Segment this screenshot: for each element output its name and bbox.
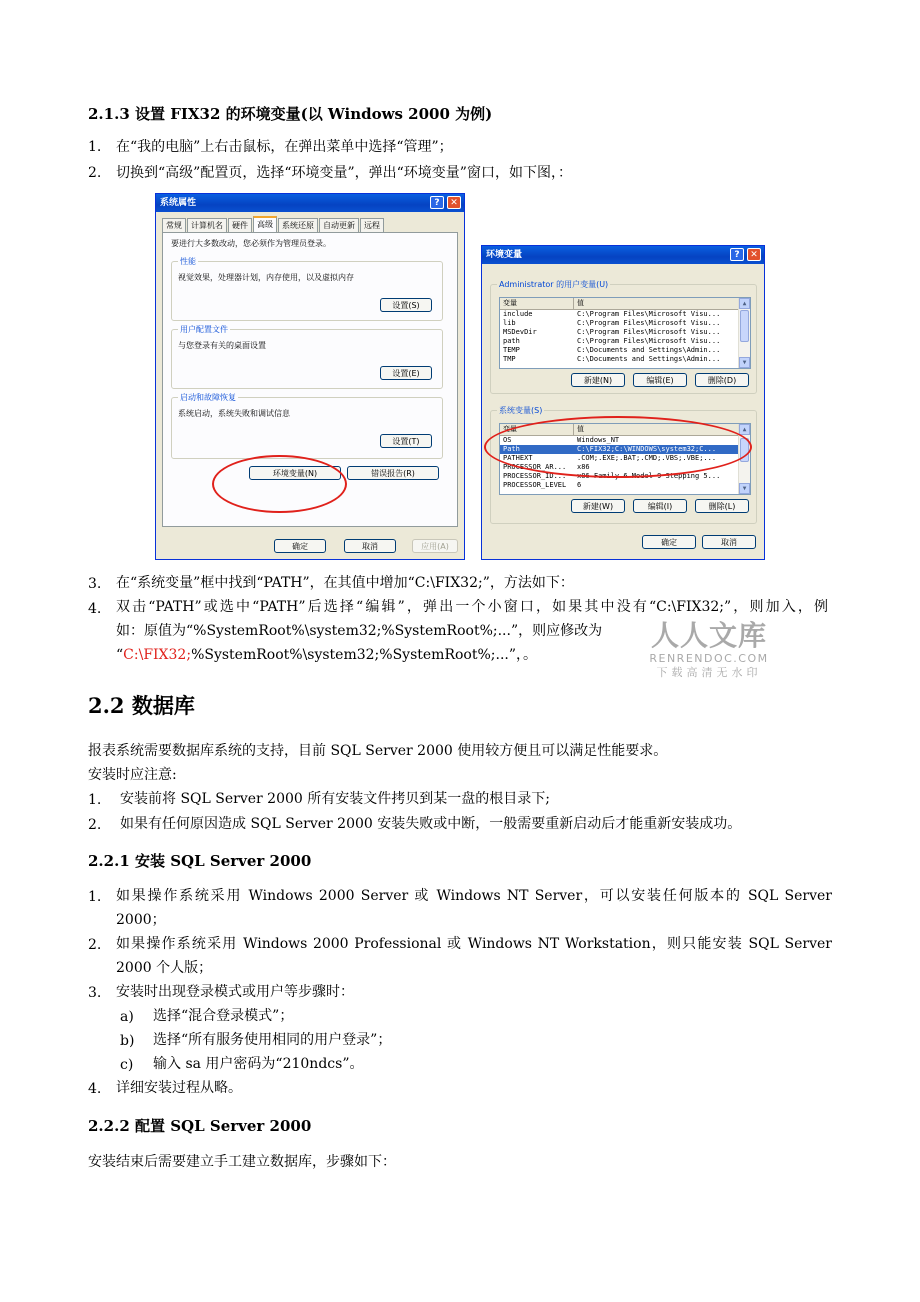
list-item: 在“系统变量”框中找到“PATH”，在其值中增加“C:\FIX32;”，方法如下：: [116, 575, 574, 591]
highlight-ellipse: [212, 455, 347, 513]
group-label: Administrator 的用户变量(U): [499, 280, 609, 289]
group-label: 系统变量(S): [499, 406, 543, 415]
user-edit-button[interactable]: 编辑(E): [633, 373, 687, 387]
column-variable[interactable]: 变量: [500, 298, 574, 309]
startup-recovery-settings-button[interactable]: 设置(T): [380, 434, 432, 448]
list-item[interactable]: OS Windows_NT: [503, 436, 620, 444]
section-heading-2-1-3: 2.1.3 设置 FIX32 的环境变量(以 Windows 2000 为例): [88, 105, 493, 123]
group-label: 用户配置文件: [180, 325, 228, 334]
cancel-button[interactable]: 取消: [344, 539, 396, 553]
column-value[interactable]: 值: [574, 298, 739, 309]
highlight-ellipse: [484, 416, 752, 478]
ok-button[interactable]: 确定: [274, 539, 326, 553]
environment-variables-dialog: [481, 245, 765, 560]
list-number: 1.: [88, 889, 102, 905]
list-item: 在“我的电脑”上右击鼠标，在弹出菜单中选择“管理”；: [116, 139, 453, 155]
paragraph: 安装时应注意:: [88, 767, 177, 783]
list-item: 如果操作系统采用 Windows 2000 Server 或 Windows NT Server，可以安装任何版本的 SQL Server: [116, 888, 832, 904]
list-number: 3.: [88, 576, 102, 592]
user-new-button[interactable]: 新建(N): [571, 373, 625, 387]
list-item-continued: “C:\FIX32;%SystemRoot%\system32;%SystemRoot%;...”，。: [116, 647, 538, 663]
list-number: 1.: [88, 792, 102, 808]
user-delete-button[interactable]: 删除(D): [695, 373, 749, 387]
list-number: 2.: [88, 937, 102, 953]
list-item[interactable]: PROCESSOR_AR... x86: [503, 463, 590, 471]
environment-variables-button[interactable]: 环境变量(N): [249, 466, 341, 480]
tab-system-restore[interactable]: 系统还原: [278, 218, 318, 232]
watermark-title: 人人文库: [650, 619, 767, 652]
user-variables-group: [490, 280, 757, 394]
list-item-continued: 2000 个人版；: [116, 960, 213, 976]
sub-list-number: c): [120, 1057, 134, 1073]
startup-recovery-group: [171, 393, 443, 459]
watermark-logo: [646, 620, 772, 680]
sub-list-item: 选择“所有服务使用相同的用户登录”；: [153, 1032, 392, 1048]
list-item[interactable]: path C:\Program Files\Microsoft Visu...: [503, 337, 721, 345]
close-icon[interactable]: ✕: [447, 196, 461, 209]
ok-button[interactable]: 确定: [642, 535, 696, 549]
sub-list-item: 输入 sa 用户密码为“210ndcs”。: [153, 1056, 364, 1072]
paragraph: 报表系统需要数据库系统的支持，目前 SQL Server 2000 使用较方便且可以满足性能要求。: [88, 743, 668, 759]
help-icon[interactable]: ?: [730, 248, 744, 261]
scroll-up-icon[interactable]: ▲: [739, 424, 750, 435]
list-item[interactable]: lib C:\Program Files\Microsoft Visu...: [503, 319, 721, 327]
scroll-down-icon[interactable]: ▼: [739, 357, 750, 368]
list-number: 3.: [88, 985, 102, 1001]
cancel-button[interactable]: 取消: [702, 535, 756, 549]
section-heading-2-2-2: 2.2.2 配置 SQL Server 2000: [88, 1117, 312, 1135]
group-label: 启动和故障恢复: [180, 393, 236, 402]
list-item-continued: 2000；: [116, 912, 166, 928]
dialog-title: 环境变量 ? ✕: [482, 246, 764, 264]
scroll-thumb[interactable]: [740, 310, 749, 342]
close-icon[interactable]: ✕: [747, 248, 761, 261]
list-item[interactable]: TMP C:\Documents and Settings\Admin...: [503, 355, 721, 363]
column-value[interactable]: 值: [574, 424, 739, 435]
highlighted-path: C:\FIX32;: [123, 647, 192, 663]
tab-general[interactable]: 常规: [162, 218, 186, 232]
section-heading-2-2-1: 2.2.1 安装 SQL Server 2000: [88, 852, 312, 870]
list-number: 2.: [88, 817, 102, 833]
list-item[interactable]: MSDevDir C:\Program Files\Microsoft Visu...: [503, 328, 721, 336]
sub-list-number: a): [120, 1009, 134, 1025]
performance-group: [171, 257, 443, 321]
sub-list-number: b): [120, 1033, 135, 1049]
error-reporting-button[interactable]: 错误报告(R): [347, 466, 439, 480]
system-properties-dialog: [155, 193, 465, 560]
tab-advanced[interactable]: 高级: [253, 216, 277, 232]
system-delete-button[interactable]: 删除(L): [695, 499, 749, 513]
scrollbar[interactable]: [738, 298, 750, 368]
user-variables-list[interactable]: [499, 297, 751, 369]
list-item[interactable]: TEMP C:\Documents and Settings\Admin...: [503, 346, 721, 354]
section-heading-2-2: 2.2 数据库: [88, 693, 195, 718]
list-item: 详细安装过程从略。: [116, 1080, 242, 1096]
group-description: 与您登录有关的桌面设置: [178, 341, 266, 350]
list-item: 安装前将 SQL Server 2000 所有安装文件拷贝到某一盘的根目录下;: [120, 791, 550, 807]
performance-settings-button[interactable]: 设置(S): [380, 298, 432, 312]
user-profiles-group: [171, 325, 443, 389]
system-new-button[interactable]: 新建(W): [571, 499, 625, 513]
group-description: 系统启动，系统失败和调试信息: [178, 409, 290, 418]
system-edit-button[interactable]: 编辑(I): [633, 499, 687, 513]
list-item: 切换到“高级”配置页，选择“环境变量”，弹出“环境变量”窗口，如下图，：: [116, 165, 572, 181]
column-variable[interactable]: 变量: [500, 424, 574, 435]
list-item: 双击“PATH”或选中“PATH”后选择“编辑”，弹出一个小窗口，如果其中没有“C:\FIX32;”，则加入，例: [116, 599, 828, 615]
list-item-selected[interactable]: Path C:\FIX32;C:\WINDOWS\system32;C...: [500, 445, 750, 454]
apply-button[interactable]: 应用(A): [412, 539, 458, 553]
admin-note: 要进行大多数改动，您必须作为管理员登录。: [171, 239, 331, 248]
group-description: 视觉效果，处理器计划，内存使用，以及虚拟内存: [178, 273, 354, 282]
tab-remote[interactable]: 远程: [360, 218, 384, 232]
list-number: 4.: [88, 1081, 102, 1097]
scroll-up-icon[interactable]: ▲: [739, 298, 750, 309]
list-item: 如果有任何原因造成 SQL Server 2000 安装失败或中断，一般需要重新启动后才能重新安装成功。: [120, 816, 742, 832]
list-item-continued: 如：原值为“%SystemRoot%\system32;%SystemRoot%;...”，则应修改为: [116, 623, 603, 639]
list-item: 如果操作系统采用 Windows 2000 Professional 或 Windows NT Workstation，则只能安装 SQL Server: [116, 936, 832, 952]
list-header: [500, 298, 750, 310]
list-number: 4.: [88, 601, 102, 617]
paragraph: 安装结束后需要建立手工建立数据库，步骤如下：: [88, 1154, 396, 1170]
tab-computer-name[interactable]: 计算机名: [187, 218, 227, 232]
list-item[interactable]: PATHEXT .COM;.EXE;.BAT;.CMD;.VBS;.VBE;...: [503, 454, 717, 462]
list-item: 安装时出现登录模式或用户等步骤时：: [116, 984, 354, 1000]
tab-automatic-updates[interactable]: 自动更新: [319, 218, 359, 232]
group-label: 性能: [180, 257, 196, 266]
sub-list-item: 选择“混合登录模式”；: [153, 1008, 294, 1024]
watermark-subtitle: 下载高清无水印: [656, 666, 762, 679]
dialog-title: 系统属性 ? ✕: [156, 194, 464, 212]
watermark-url: RENRENDOC.COM: [649, 652, 769, 665]
list-item[interactable]: include C:\Program Files\Microsoft Visu...: [503, 310, 721, 318]
scroll-down-icon[interactable]: ▼: [739, 483, 750, 494]
list-number: 2.: [88, 165, 102, 181]
list-item[interactable]: PROCESSOR_LEVEL 6: [503, 481, 582, 489]
list-item[interactable]: PROCESSOR_ID... x86 Family 6 Model 9 Stepping 5...: [503, 472, 721, 480]
tab-hardware[interactable]: 硬件: [228, 218, 252, 232]
tab-strip: [162, 218, 385, 232]
user-profiles-settings-button[interactable]: 设置(E): [380, 366, 432, 380]
list-number: 1.: [88, 139, 102, 155]
help-icon[interactable]: ?: [430, 196, 444, 209]
